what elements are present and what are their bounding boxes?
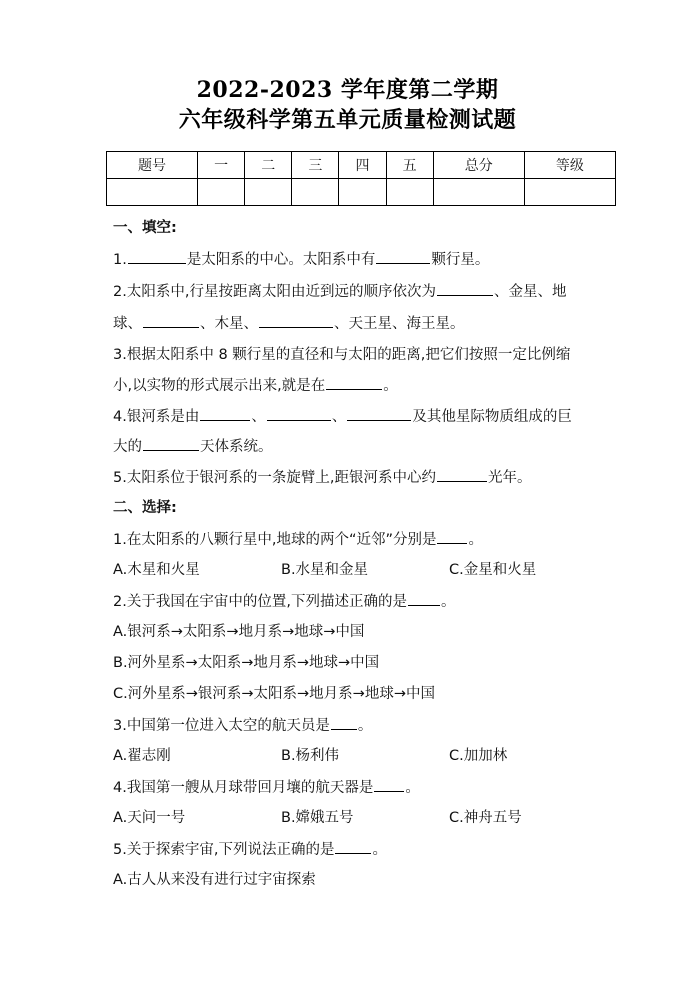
score-header-cell: 题号 — [107, 152, 198, 179]
option-a[interactable]: A.天问一号 — [113, 810, 186, 826]
answer-blank[interactable] — [259, 313, 333, 328]
choice-question-3-options — [113, 746, 633, 766]
score-cell[interactable] — [245, 179, 292, 206]
fill-question-2: 2.太阳系中,行星按距离太阳由近到远的顺序依次为 、金星、地 — [113, 281, 633, 302]
option-a[interactable]: A.古人从来没有进行过宇宙探索 — [113, 872, 316, 888]
option-b[interactable]: B.嫦娥五号 — [281, 810, 354, 826]
choice-question-2: 2.关于我国在宇宙中的位置,下列描述正确的是 。 — [113, 591, 633, 612]
answer-blank[interactable] — [326, 375, 382, 390]
choice-question-4: 4.我国第一艘从月球带回月壤的航天器是 。 — [113, 777, 633, 798]
answer-blank[interactable] — [267, 406, 331, 421]
option-c[interactable]: C.加加林 — [449, 748, 508, 764]
score-table — [106, 151, 616, 206]
score-header-cell: 三 — [292, 152, 339, 179]
fill-question-4: 4.银河系是由 、 、 及其他星际物质组成的巨 — [113, 406, 633, 427]
option-a[interactable]: A.银河系→太阳系→地月系→地球→中国 — [113, 624, 365, 640]
answer-blank[interactable] — [437, 529, 467, 544]
score-header-cell: 二 — [245, 152, 292, 179]
answer-blank[interactable] — [335, 839, 371, 854]
option-b[interactable]: B.杨利伟 — [281, 748, 340, 764]
section-heading-choice: 二、选择: — [113, 500, 177, 516]
answer-blank[interactable] — [437, 281, 493, 296]
answer-blank[interactable] — [376, 249, 430, 264]
score-table-empty-row — [107, 179, 616, 206]
section-heading-fill: 一、填空: — [113, 220, 177, 236]
score-cell[interactable] — [107, 179, 198, 206]
score-header-cell: 一 — [198, 152, 245, 179]
choice-question-5: 5.关于探索宇宙,下列说法正确的是 。 — [113, 839, 633, 860]
answer-blank[interactable] — [347, 406, 411, 421]
score-cell[interactable] — [386, 179, 433, 206]
answer-blank[interactable] — [143, 313, 199, 328]
exam-title-subject: 六年级科学第五单元质量检测试题 — [178, 107, 517, 133]
score-cell[interactable] — [198, 179, 245, 206]
score-cell[interactable] — [339, 179, 386, 206]
option-b[interactable]: B.河外星系→太阳系→地月系→地球→中国 — [113, 655, 380, 671]
answer-blank[interactable] — [437, 467, 487, 482]
choice-question-1: 1.在太阳系的八颗行星中,地球的两个“近邻”分别是 。 — [113, 529, 633, 550]
answer-blank[interactable] — [408, 591, 440, 606]
fill-question-5: 5.太阳系位于银河系的一条旋臂上,距银河系中心约 光年。 — [113, 467, 633, 488]
fill-question-4-cont: 大的 天体系统。 — [113, 436, 633, 457]
score-cell[interactable] — [433, 179, 524, 206]
score-header-cell: 等级 — [524, 152, 615, 179]
score-header-cell: 四 — [339, 152, 386, 179]
option-b[interactable]: B.水星和金星 — [281, 562, 369, 578]
score-header-cell: 总分 — [433, 152, 524, 179]
fill-question-3: 3.根据太阳系中 8 颗行星的直径和与太阳的距离,把它们按照一定比例缩 — [113, 347, 571, 363]
fill-question-2-cont: 球、 、木星、 、天王星、海王星。 — [113, 313, 633, 334]
score-cell[interactable] — [524, 179, 615, 206]
exam-title-term: 2022-2023 学年度第二学期 — [196, 77, 499, 103]
score-table-header-row — [107, 152, 616, 179]
answer-blank[interactable] — [331, 715, 357, 730]
option-c[interactable]: C.金星和火星 — [449, 562, 537, 578]
score-header-cell: 五 — [386, 152, 433, 179]
choice-question-3: 3.中国第一位进入太空的航天员是 。 — [113, 715, 633, 736]
choice-question-4-options — [113, 808, 633, 828]
answer-blank[interactable] — [374, 777, 404, 792]
option-a[interactable]: A.木星和火星 — [113, 562, 200, 578]
answer-blank[interactable] — [200, 406, 250, 421]
option-a[interactable]: A.翟志刚 — [113, 748, 171, 764]
choice-question-1-options — [113, 560, 633, 580]
answer-blank[interactable] — [128, 249, 186, 264]
option-c[interactable]: C.神舟五号 — [449, 810, 522, 826]
fill-question-3-cont: 小,以实物的形式展示出来,就是在 。 — [113, 375, 633, 396]
answer-blank[interactable] — [143, 436, 199, 451]
score-cell[interactable] — [292, 179, 339, 206]
fill-question-1: 1. 是太阳系的中心。太阳系中有 颗行星。 — [113, 249, 633, 270]
option-c[interactable]: C.河外星系→银河系→太阳系→地月系→地球→中国 — [113, 686, 435, 702]
